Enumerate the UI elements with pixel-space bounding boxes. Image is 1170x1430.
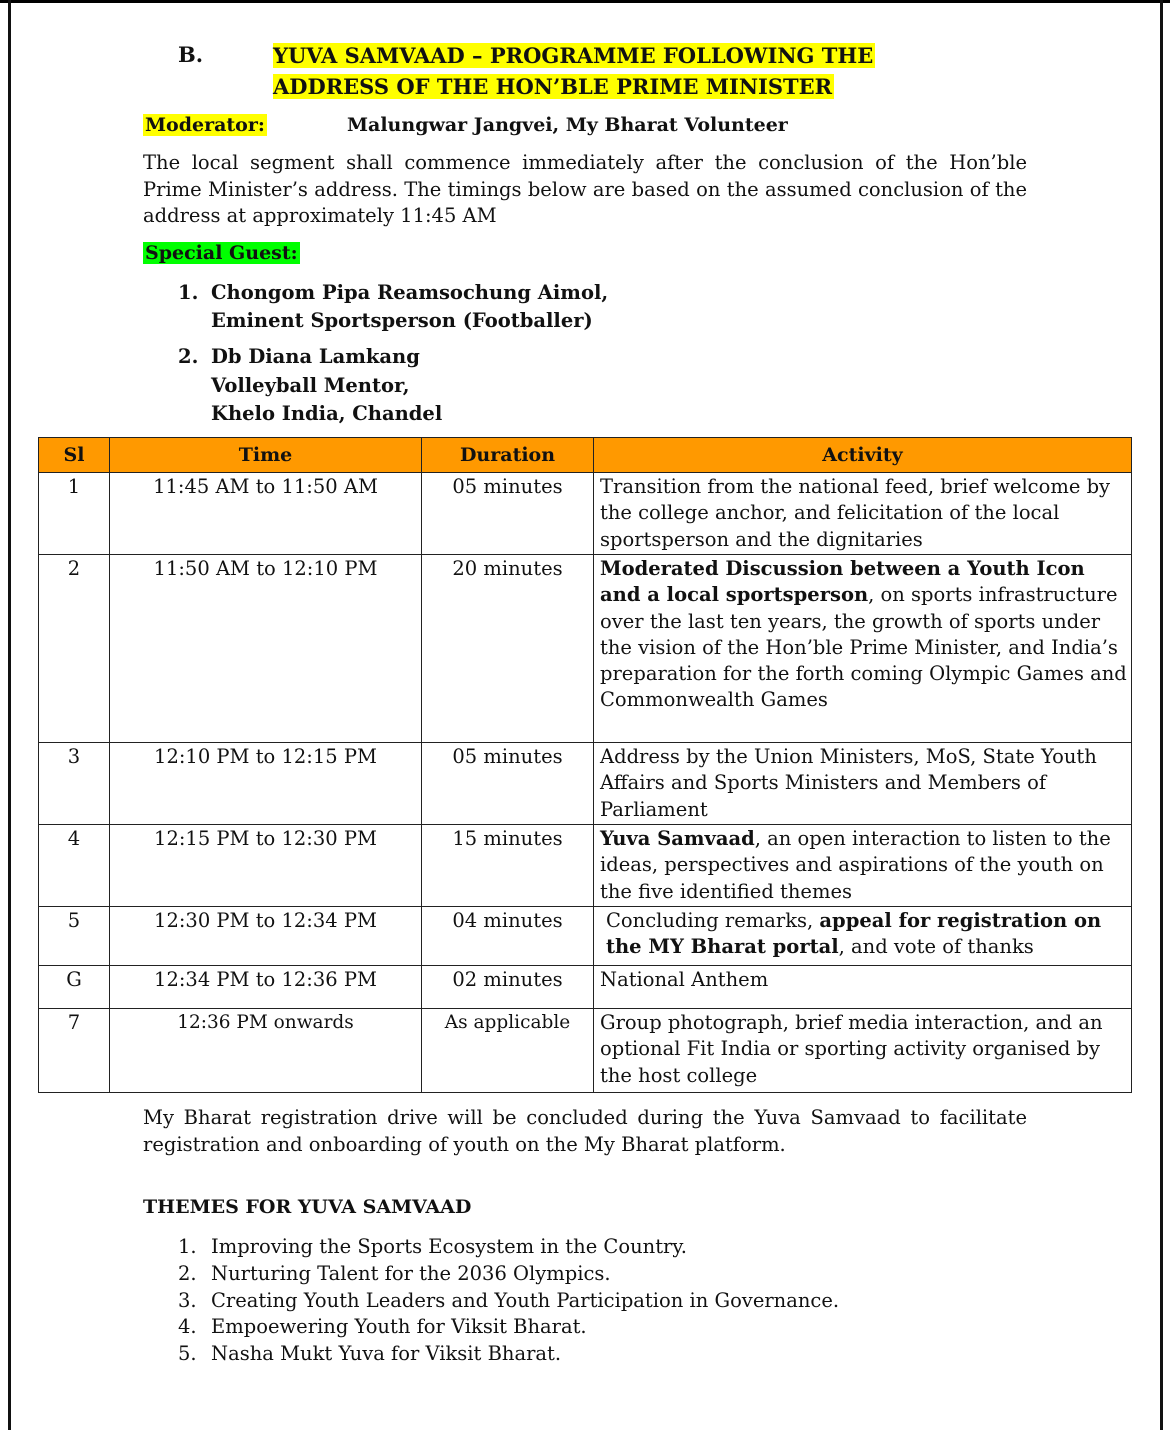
guest-affiliation: Khelo India, Chandel bbox=[211, 402, 443, 425]
row-duration: 05 minutes bbox=[422, 743, 594, 825]
row-duration: As applicable bbox=[422, 1009, 594, 1093]
row-activity bbox=[594, 743, 1132, 825]
section-title bbox=[273, 40, 875, 102]
row-duration: 04 minutes bbox=[422, 907, 594, 966]
row-sl: 3 bbox=[39, 743, 110, 825]
row-sl: 1 bbox=[39, 473, 110, 555]
guest-role: Eminent Sportsperson (Footballer) bbox=[211, 309, 593, 332]
row-time: 12:34 PM to 12:36 PM bbox=[110, 966, 422, 1009]
table-row bbox=[39, 743, 1132, 825]
row-duration: 20 minutes bbox=[422, 555, 594, 743]
activity-text: , and vote of thanks bbox=[838, 935, 1034, 959]
theme-item bbox=[178, 1234, 839, 1261]
row-sl: 2 bbox=[39, 555, 110, 743]
activity-bold-text: Moderated Discussion between a Youth Icon and a local sportsperson bbox=[600, 557, 1085, 607]
row-activity bbox=[594, 907, 1132, 966]
table-row bbox=[39, 555, 1132, 743]
header-time: Time bbox=[110, 438, 422, 473]
row-sl: G bbox=[39, 966, 110, 1009]
moderator-label: Moderator: bbox=[145, 114, 265, 136]
row-time: 11:50 AM to 12:10 PM bbox=[110, 555, 422, 743]
theme-item bbox=[178, 1314, 839, 1341]
guest-number: 2. bbox=[178, 345, 199, 368]
intro-text: The local segment shall commence immediately after the conclusion of the Hon’ble Prime Minister’s address. The timings below are based on the assumed conclusion of the address at approximately 11:45 AM bbox=[143, 151, 1027, 227]
special-guest-label: Special Guest: bbox=[145, 242, 298, 264]
theme-text: Empoewering Youth for Viksit Bharat. bbox=[211, 1315, 587, 1339]
activity-text: , on sports infrastructure over the last ten years, the growth of sports under the vision of the Hon’ble Prime Minister, and India’s preparation for the forth coming Olympic Games and Commonwealth Games bbox=[600, 583, 1127, 712]
table-row bbox=[39, 1009, 1132, 1093]
theme-number: 1. bbox=[178, 1235, 197, 1258]
page-right-border bbox=[1160, 0, 1163, 1430]
theme-number: 4. bbox=[178, 1315, 197, 1339]
theme-number: 5. bbox=[178, 1342, 197, 1366]
themes-list bbox=[178, 1234, 839, 1368]
header-activity: Activity bbox=[594, 438, 1132, 473]
section-letter: B. bbox=[178, 42, 204, 67]
activity-bold-text: Yuva Samvaad bbox=[600, 827, 755, 850]
row-sl: 7 bbox=[39, 1009, 110, 1093]
row-time: 12:30 PM to 12:34 PM bbox=[110, 907, 422, 966]
row-activity bbox=[594, 473, 1132, 555]
intro-paragraph bbox=[143, 150, 1027, 230]
row-sl: 5 bbox=[39, 907, 110, 966]
theme-number: 2. bbox=[178, 1261, 197, 1285]
guest-name: Db Diana Lamkang bbox=[211, 345, 420, 368]
row-activity bbox=[594, 555, 1132, 743]
guest-name: Chongom Pipa Reamsochung Aimol, bbox=[211, 281, 609, 304]
row-activity bbox=[594, 825, 1132, 907]
header-sl: Sl bbox=[39, 438, 110, 473]
theme-item bbox=[178, 1261, 839, 1288]
row-time: 11:45 AM to 11:50 AM bbox=[110, 473, 422, 555]
table-row bbox=[39, 907, 1132, 966]
theme-number: 3. bbox=[178, 1288, 197, 1312]
theme-text: Nurturing Talent for the 2036 Olympics. bbox=[211, 1261, 611, 1285]
activity-text: National Anthem bbox=[600, 968, 769, 991]
page-top-border bbox=[0, 0, 1170, 3]
row-sl: 4 bbox=[39, 825, 110, 907]
activity-text: Group photograph, brief media interaction, and an optional Fit India or sporting activity organised by the host college bbox=[600, 1011, 1103, 1087]
header-duration: Duration bbox=[422, 438, 594, 473]
row-duration: 05 minutes bbox=[422, 473, 594, 555]
table-row bbox=[39, 825, 1132, 907]
activity-text: Address by the Union Ministers, MoS, State Youth Affairs and Sports Ministers and Members of Parliament bbox=[600, 745, 1097, 821]
row-time: 12:15 PM to 12:30 PM bbox=[110, 825, 422, 907]
row-duration: 02 minutes bbox=[422, 966, 594, 1009]
section-title-line1: YUVA SAMVAAD – PROGRAMME FOLLOWING THE bbox=[273, 43, 874, 68]
row-activity bbox=[594, 966, 1132, 1009]
row-activity bbox=[594, 1009, 1132, 1093]
guest-role: Volleyball Mentor, bbox=[211, 373, 410, 397]
theme-text: Creating Youth Leaders and Youth Participation in Governance. bbox=[211, 1288, 840, 1312]
registration-note: My Bharat registration drive will be concluded during the Yuva Samvaad to facilitate registration and onboarding of youth on the My Bharat platform. bbox=[143, 1106, 1027, 1156]
table-header-row bbox=[39, 438, 1132, 473]
activity-pre-text: Concluding remarks, bbox=[606, 909, 820, 932]
guest-number: 1. bbox=[178, 281, 199, 304]
table-row bbox=[39, 966, 1132, 1009]
row-time: 12:10 PM to 12:15 PM bbox=[110, 743, 422, 825]
activity-text: , an open interaction to listen to the ideas, perspectives and aspirations of the youth on the five identified themes bbox=[600, 827, 1111, 903]
activity-bold-text: appeal for registration on the MY Bharat portal bbox=[606, 909, 1102, 959]
theme-text: Nasha Mukt Yuva for Viksit Bharat. bbox=[211, 1342, 562, 1366]
page-left-border bbox=[8, 0, 11, 1430]
theme-text: Improving the Sports Ecosystem in the Country. bbox=[211, 1235, 687, 1258]
themes-title: THEMES FOR YUVA SAMVAAD bbox=[143, 1196, 472, 1218]
moderator-name: Malungwar Jangvei, My Bharat Volunteer bbox=[347, 114, 788, 136]
section-title-line2: ADDRESS OF THE HON’BLE PRIME MINISTER bbox=[273, 74, 833, 99]
theme-item bbox=[178, 1288, 839, 1315]
activity-text: Transition from the national feed, brief welcome by the college anchor, and felicitation of the local sportsperson and the dignitaries bbox=[600, 475, 1111, 551]
theme-item bbox=[178, 1341, 839, 1368]
schedule-table bbox=[38, 437, 1132, 1093]
row-time: 12:36 PM onwards bbox=[110, 1009, 422, 1093]
row-duration: 15 minutes bbox=[422, 825, 594, 907]
table-row bbox=[39, 473, 1132, 555]
